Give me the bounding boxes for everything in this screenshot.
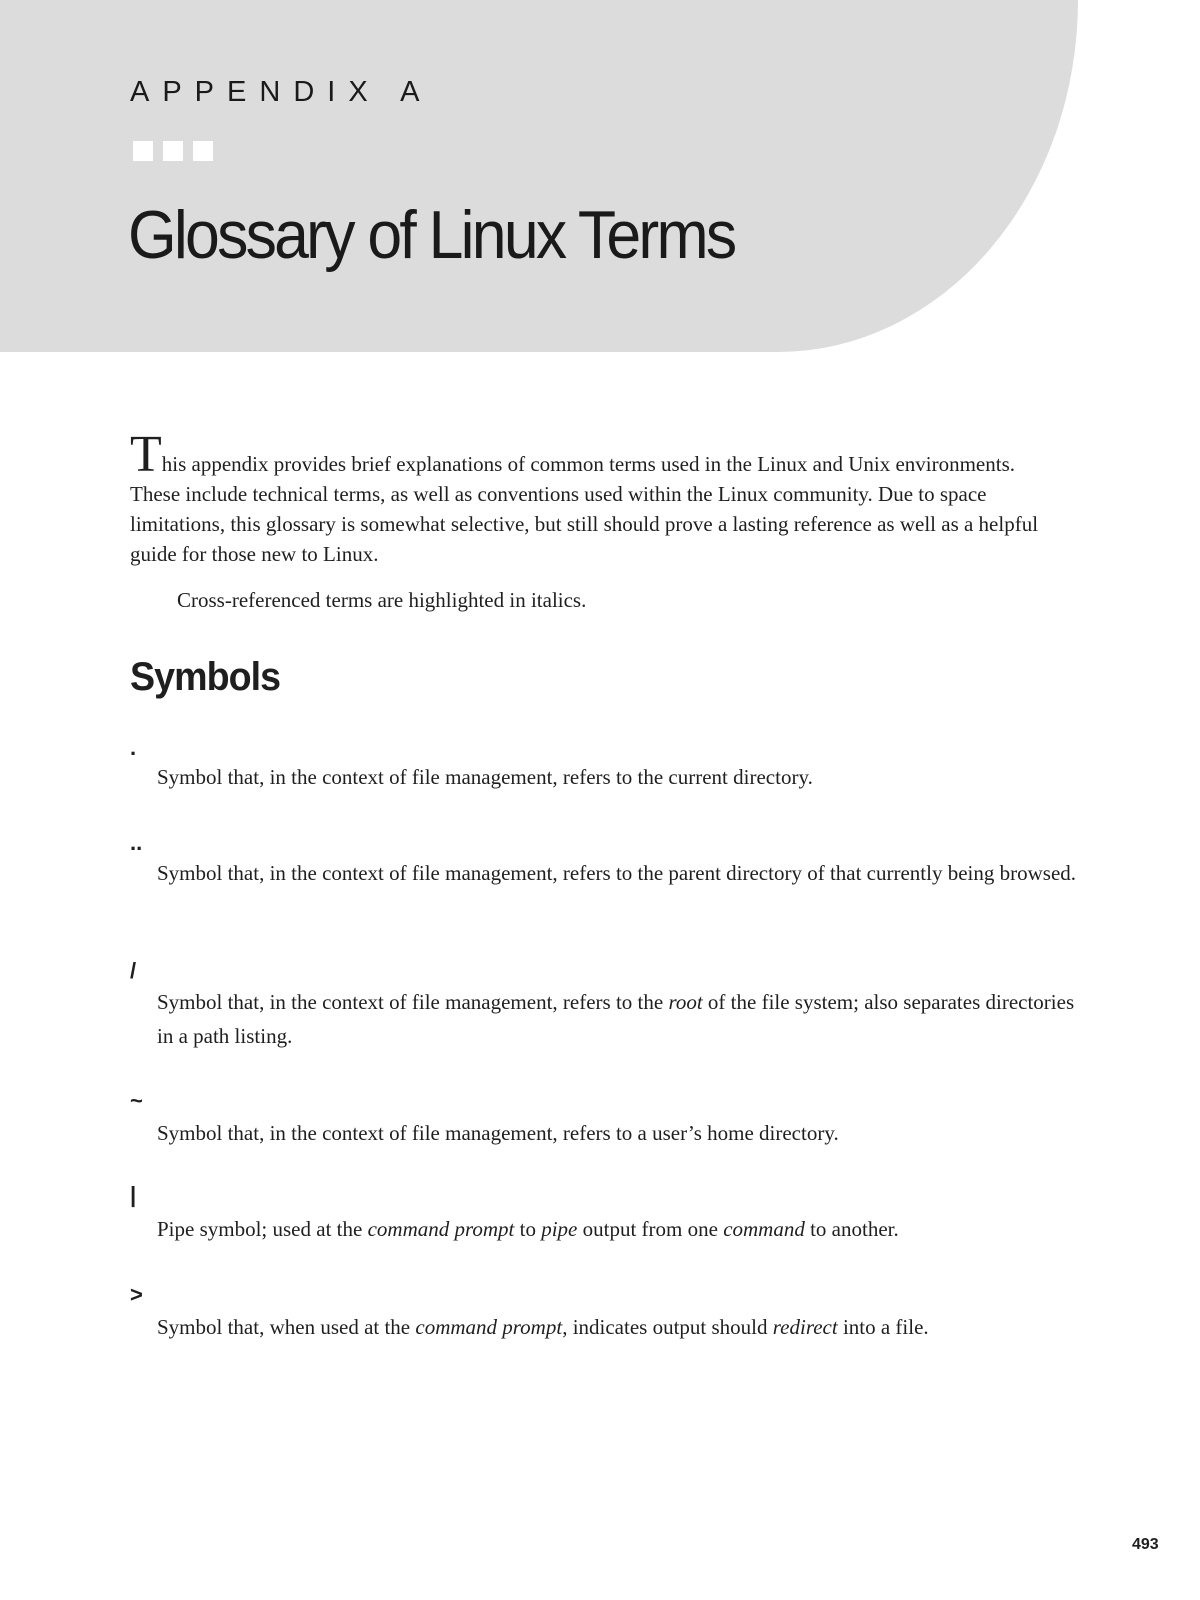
term-slash: /	[130, 958, 137, 983]
definition-dot: Symbol that, in the context of file management, refers to the current directory.	[157, 765, 813, 789]
drop-cap: T	[130, 426, 162, 483]
xref-command: command	[723, 1217, 805, 1241]
intro-note: Cross-referenced terms are highlighted in italics.	[177, 588, 587, 612]
definition-double-dot: Symbol that, in the context of file management, refers to the parent directory of that currently being browsed.	[157, 861, 1077, 885]
definition-slash: Symbol that, in the context of file management, refers to the root of the file system; also separates directories in a path listing.	[157, 990, 1075, 1048]
section-title: Symbols	[130, 655, 281, 699]
definition-greater-than: Symbol that, when used at the command prompt, indicates output should redirect into a file.	[157, 1315, 929, 1339]
square-icon	[133, 141, 153, 161]
xref-root: root	[668, 990, 703, 1014]
chapter-title: Glossary of Linux Terms	[128, 197, 735, 273]
xref-command-prompt: command prompt	[415, 1315, 563, 1339]
term-double-dot: ..	[130, 830, 143, 855]
term-tilde: ~	[130, 1088, 143, 1113]
intro-paragraph	[130, 426, 1060, 569]
term-pipe: |	[130, 1182, 137, 1207]
page-number: 493	[1132, 1536, 1159, 1553]
xref-pipe: pipe	[541, 1217, 578, 1241]
definition-tilde: Symbol that, in the context of file management, refers to a user’s home directory.	[157, 1121, 839, 1145]
term-dot: .	[130, 735, 137, 760]
decorative-squares	[133, 141, 213, 161]
definition-pipe: Pipe symbol; used at the command prompt to pipe output from one command to another.	[157, 1217, 899, 1241]
term-greater-than: >	[130, 1282, 143, 1307]
intro-text: his appendix provides brief explanations of common terms used in the Linux and Unix environments. These include technical terms, as well as conventions used within the Linux community. Due to space limitations, this glossary is somewhat selective, but still should prove a lasting reference as well as a helpful guide for those new to Linux.	[130, 452, 1039, 566]
square-icon	[163, 141, 183, 161]
chapter-header-band	[0, 0, 1078, 352]
square-icon	[193, 141, 213, 161]
appendix-label: APPENDIX A	[130, 76, 433, 108]
xref-command-prompt: command prompt	[367, 1217, 515, 1241]
xref-redirect: redirect	[772, 1315, 838, 1339]
